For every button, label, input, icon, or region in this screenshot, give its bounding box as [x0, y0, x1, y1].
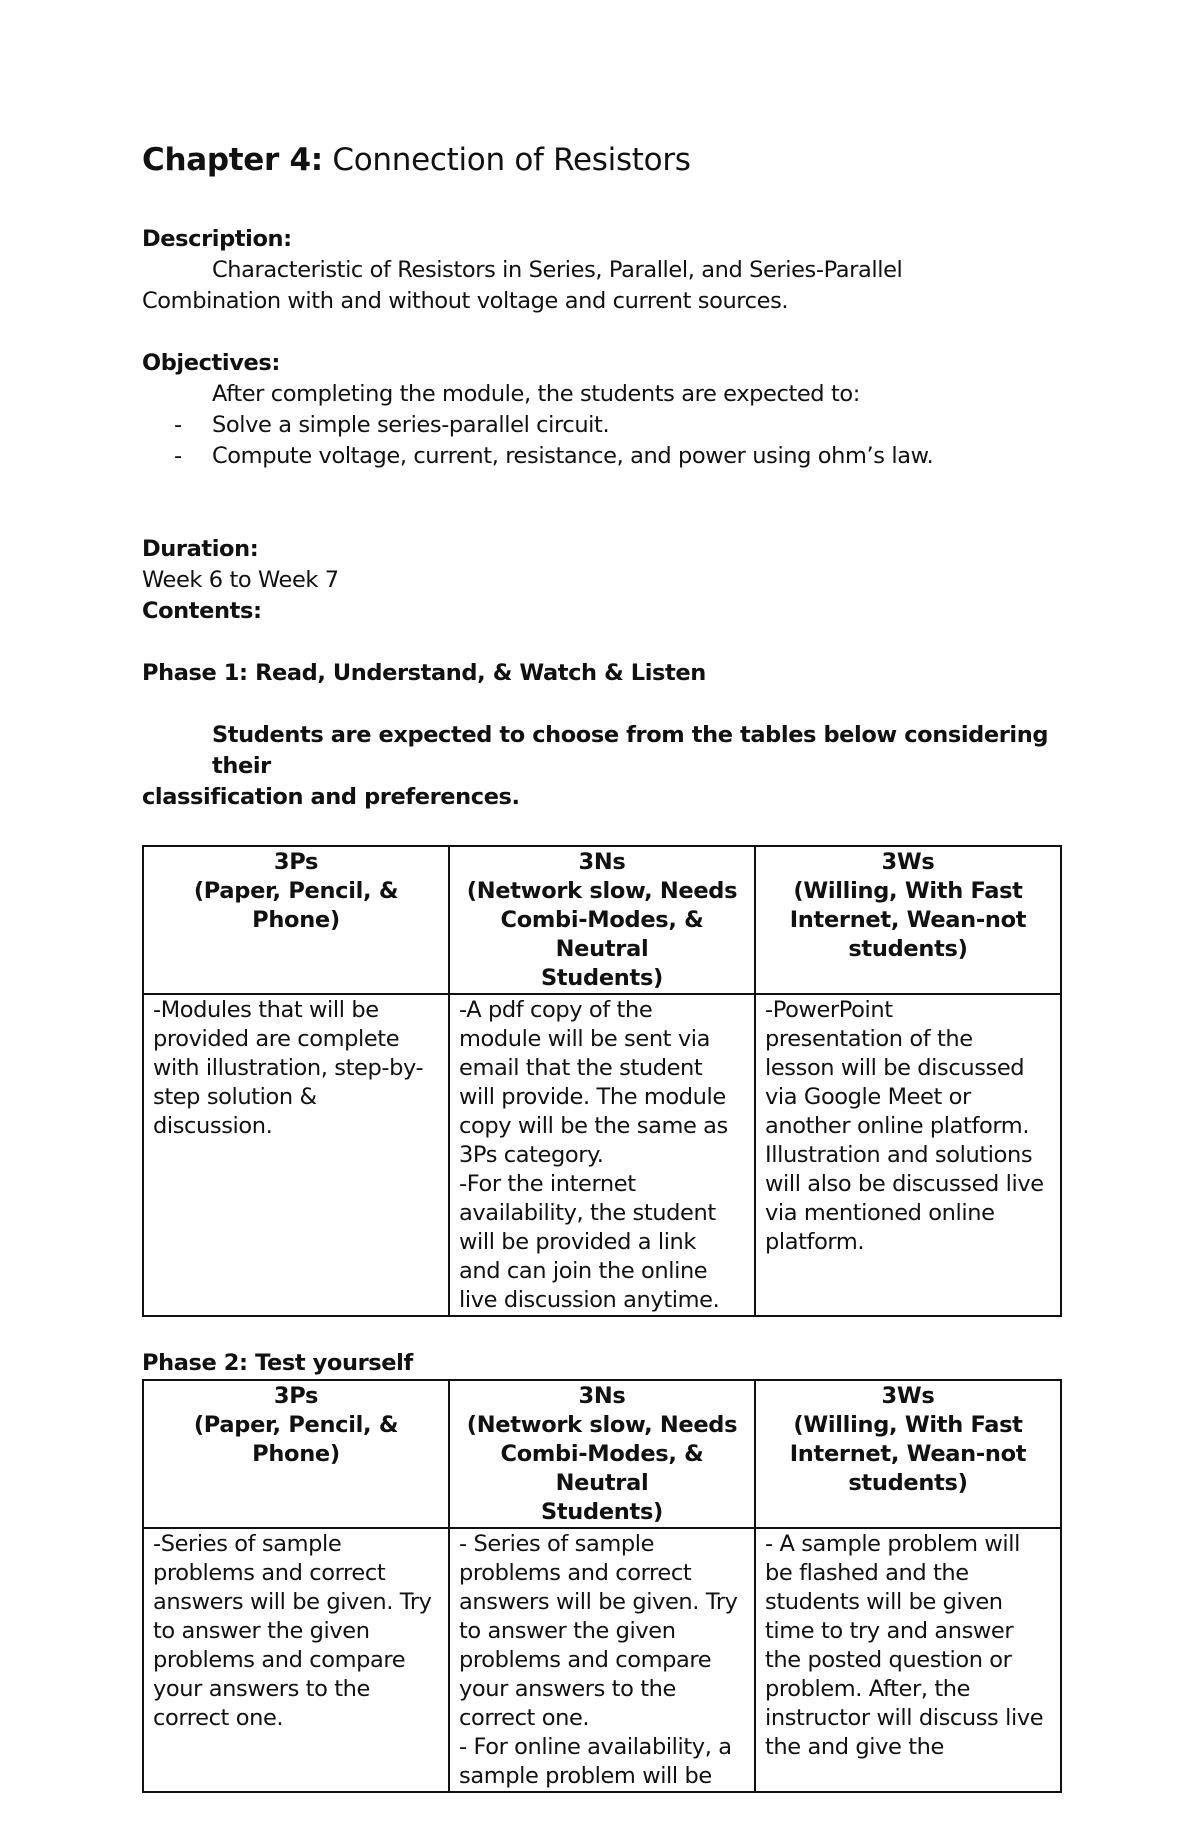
- cell-3ws: - A sample problem will be flashed and the students will be given time to try and answer the posted question or problem. After, the instructor will discuss live the and give the: [755, 1528, 1061, 1792]
- table-row: [143, 1528, 1061, 1792]
- objective-item: [142, 410, 1062, 441]
- phase1-heading: Phase 1: Read, Understand, & Watch & Listen: [142, 660, 706, 686]
- cell-3ns: - Series of sample problems and correct answers will be given. Try to answer the given problems and compare your answers to the correct one. - For online availability, a sample problem will be: [449, 1528, 755, 1792]
- contents-label: Contents:: [142, 598, 262, 624]
- objectives-label: Objectives:: [142, 350, 280, 376]
- description-line-2: Combination with and without voltage and current sources.: [142, 288, 789, 314]
- header-3ws: 3Ws (Willing, With Fast Internet, Wean-not students): [755, 846, 1061, 994]
- objectives-intro: After completing the module, the students are expected to:: [212, 381, 860, 407]
- table-row: [143, 994, 1061, 1316]
- chapter-name: Connection of Resistors: [322, 142, 691, 178]
- cell-3ns: -A pdf copy of the module will be sent via email that the student will provide. The module copy will be the same as 3Ps category. -For the internet availability, the student will be provided a link and can join the online live discussion anytime.: [449, 994, 755, 1316]
- description-line-1: Characteristic of Resistors in Series, Parallel, and Series-Parallel: [212, 257, 903, 283]
- cell-3ps: -Series of sample problems and correct answers will be given. Try to answer the given problems and compare your answers to the correct one.: [143, 1528, 449, 1792]
- duration-label: Duration:: [142, 536, 259, 562]
- table-header-row: [143, 1380, 1061, 1528]
- header-3ns: 3Ns (Network slow, Needs Combi-Modes, & Neutral Students): [449, 1380, 755, 1528]
- chapter-number: Chapter 4:: [142, 142, 323, 178]
- chapter-title: [142, 140, 1062, 180]
- objective-item: [142, 441, 1062, 472]
- cell-3ws: -PowerPoint presentation of the lesson will be discussed via Google Meet or another online platform. Illustration and solutions will also be discussed live via mentioned online platform.: [755, 994, 1061, 1316]
- phase1-table: [142, 845, 1062, 1317]
- header-3ns: 3Ns (Network slow, Needs Combi-Modes, & Neutral Students): [449, 846, 755, 994]
- bullet-dash: -: [174, 443, 182, 469]
- description-label: Description:: [142, 226, 292, 252]
- phase2-table: [142, 1379, 1062, 1793]
- header-3ps: 3Ps (Paper, Pencil, & Phone): [143, 846, 449, 994]
- phase1-instruction-line-2: classification and preferences.: [142, 784, 520, 810]
- phase1-instruction-line-1: Students are expected to choose from the tables below considering their: [212, 722, 1049, 779]
- header-3ps: 3Ps (Paper, Pencil, & Phone): [143, 1380, 449, 1528]
- header-3ws: 3Ws (Willing, With Fast Internet, Wean-not students): [755, 1380, 1061, 1528]
- table-header-row: [143, 846, 1061, 994]
- cell-3ps: -Modules that will be provided are complete with illustration, step-by- step solution & discussion.: [143, 994, 449, 1316]
- phase2-heading: Phase 2: Test yourself: [142, 1350, 413, 1376]
- objective-text: Compute voltage, current, resistance, and power using ohm’s law.: [212, 443, 934, 469]
- document-page: [142, 140, 1062, 1793]
- bullet-dash: -: [174, 412, 182, 438]
- objective-text: Solve a simple series-parallel circuit.: [212, 412, 610, 438]
- duration-value: Week 6 to Week 7: [142, 567, 339, 593]
